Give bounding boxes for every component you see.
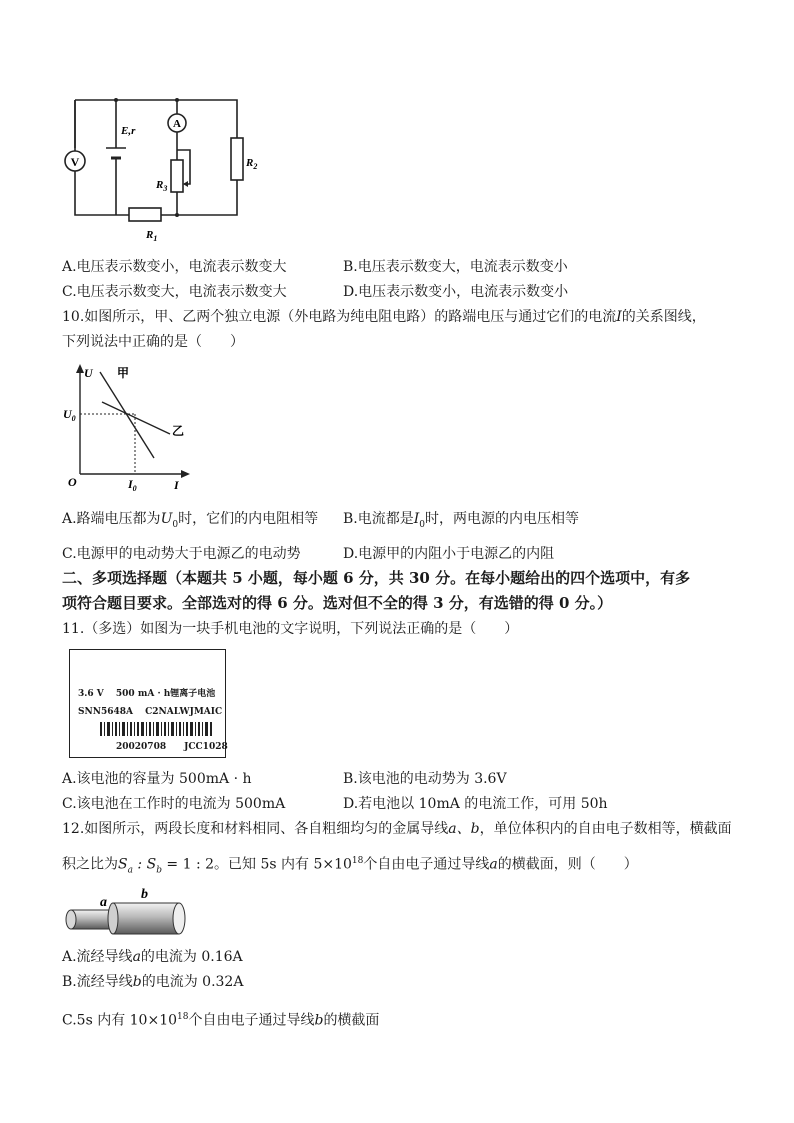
q10-stem-pre: 10.如图所示，甲、乙两个独立电源（外电路为纯电阻电路）的路端电压与通过它们的电流 xyxy=(62,309,617,325)
q11-option-a: A.该电池的容量为 500mA · h xyxy=(62,771,252,787)
q11-option-c: C.该电池在工作时的电流为 500mA xyxy=(62,796,286,812)
section2-heading-line1: 二、多项选择题（本题共 5 小题，每小题 6 分，共 30 分。在每小题给出的四个选项中，有多 xyxy=(62,569,691,587)
graph-label-jia: 甲 xyxy=(117,366,130,380)
voltmeter-icon xyxy=(65,151,85,171)
graph-origin: O xyxy=(68,475,77,489)
wire-label-b: b xyxy=(141,887,148,902)
r2-label: $R_2$ xyxy=(246,157,258,171)
q10-stem-line2: 下列说法中正确的是（ ） xyxy=(62,334,244,350)
r3-label: $R_3$ xyxy=(156,179,168,193)
q10-stem-var: I xyxy=(616,309,622,325)
graph-ylabel: U xyxy=(84,366,93,380)
q12-option-c: C.5s 内有 $10\times 10^{18}$个自由电子通过导线b的横截面 xyxy=(62,1012,380,1029)
wire-label-a: a xyxy=(100,895,107,910)
voltmeter-label: V xyxy=(70,155,80,169)
q11-option-d: D.若电池以 10mA 的电流工作，可用 50h xyxy=(343,796,608,812)
ammeter-label: A xyxy=(173,118,181,130)
q10-option-b: B.电流都是$I_0$时，两电源的内电压相等 xyxy=(343,511,580,530)
q9-option-b: B.电压表示数变大，电流表示数变小 xyxy=(343,259,568,275)
q10-option-a: A.路端电压都为$U_0$时，它们的内电阻相等 xyxy=(62,511,319,530)
graph-i0: $I_0$ xyxy=(128,477,137,492)
q10-option-c: C.电源甲的电动势大于电源乙的电动势 xyxy=(62,546,301,562)
resistor-r3 xyxy=(171,160,183,192)
q9-option-d: D.电压表示数变小，电流表示数变小 xyxy=(343,284,569,300)
section2-heading-line2: 项符合题目要求。全部选对的得 6 分。选对但不全的得 3 分，有选错的得 0 分。） xyxy=(62,594,613,612)
q11-stem: 11.（多选）如图为一块手机电池的文字说明，下列说法正确的是（ ） xyxy=(62,621,519,637)
ammeter-icon xyxy=(168,114,186,132)
r1-label: $R_1$ xyxy=(146,229,158,242)
resistor-r1 xyxy=(129,208,161,221)
battery-label-figure xyxy=(69,649,226,758)
q9-option-c: C.电压表示数变大，电流表示数变大 xyxy=(62,284,287,300)
q10-stem-line1 xyxy=(62,308,706,326)
ui-graph xyxy=(62,362,192,492)
source-label: E,r xyxy=(121,125,136,137)
graph-u0: $U_0$ xyxy=(63,407,76,423)
barcode-icon xyxy=(100,722,212,736)
wire-diagram xyxy=(65,885,190,940)
graph-label-yi: 乙 xyxy=(172,424,185,438)
battery-label-row3: 20020708 JCC1028 xyxy=(116,742,228,752)
battery-icon xyxy=(106,148,126,158)
q12-stem-line2: 积之比为$S_a$ : $S_b = 1$ : 2。已知 5s 内有 $5\times 10^{18}$个自由电子通过导线a的横截面，则（ ） xyxy=(62,856,638,876)
circuit-diagram xyxy=(62,92,262,242)
q10-stem-post: 的关系图线， xyxy=(621,309,706,325)
resistor-r2 xyxy=(231,138,243,180)
q11-option-b: B.该电池的电动势为 3.6V xyxy=(343,771,507,787)
graph-xlabel: I xyxy=(174,478,179,492)
battery-label-row1: 3.6 V 500 mA · h锂离子电池 xyxy=(78,689,216,699)
q10-option-d: D.电源甲的内阻小于电源乙的内阻 xyxy=(343,546,555,562)
q12-option-b: B.流经导线b的电流为 0.32A xyxy=(62,974,244,990)
battery-label-row2: SNN5648A C2NALWJMAIC xyxy=(78,707,223,717)
q12-option-a: A.流经导线a的电流为 0.16A xyxy=(62,949,243,965)
q9-option-a: A.电压表示数变小，电流表示数变大 xyxy=(62,259,287,275)
q12-stem-line1: 12.如图所示，两段长度和材料相同、各自粗细均匀的金属导线a、b，单位体积内的自由电子数相等，横截面 xyxy=(62,821,732,837)
